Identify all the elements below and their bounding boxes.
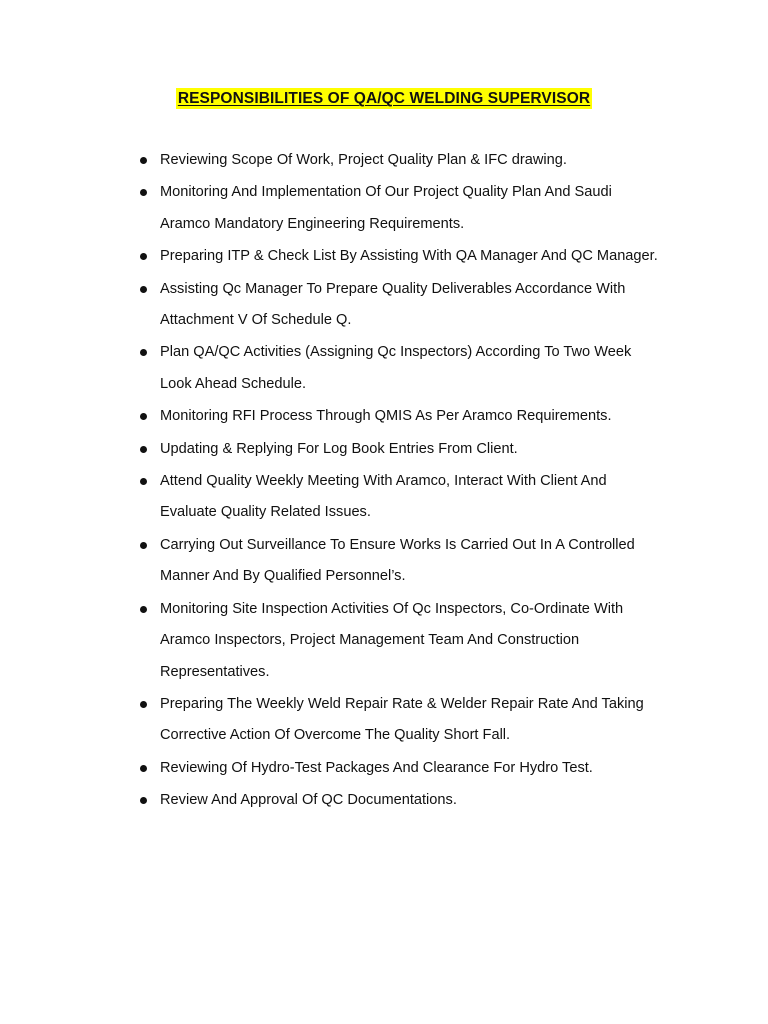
bullet-icon: [140, 701, 147, 708]
list-item-text: Preparing ITP & Check List By Assisting With QA Manager And QC Manager.: [160, 248, 658, 265]
list-item-text: Preparing The Weekly Weld Repair Rate & Welder Repair Rate And Taking Corrective Action Of Overcome The Quality Short Fall.: [160, 695, 644, 744]
bullet-icon: [140, 413, 147, 420]
list-item: [139, 401, 659, 432]
list-item: [139, 466, 659, 529]
bullet-icon: [140, 349, 147, 356]
list-item-text: Attend Quality Weekly Meeting With Aramco, Interact With Client And Evaluate Quality Related Issues.: [160, 473, 607, 521]
list-item: [139, 241, 659, 272]
bullet-icon: [140, 157, 147, 164]
bullet-icon: [140, 797, 147, 804]
list-item: [139, 337, 659, 400]
list-item: [139, 530, 659, 593]
bullet-icon: [140, 446, 147, 453]
list-item-text: Carrying Out Surveillance To Ensure Works Is Carried Out In A Controlled Manner And By Qualified Personnel’s.: [160, 536, 635, 585]
title-wrapper: [0, 88, 768, 109]
list-item-text: Updating & Replying For Log Book Entries From Client.: [160, 440, 518, 457]
list-item: [139, 594, 659, 688]
list-item-text: Monitoring RFI Process Through QMIS As Per Aramco Requirements.: [160, 408, 612, 425]
list-item: [139, 274, 659, 337]
list-item: [139, 785, 659, 816]
list-item-text: Assisting Qc Manager To Prepare Quality Deliverables Accordance With Attachment V Of Schedule Q.: [160, 280, 626, 329]
list-item-text: Monitoring Site Inspection Activities Of Qc Inspectors, Co-Ordinate With Aramco Inspectors, Project Management Team And Construction Representatives.: [160, 600, 624, 680]
list-item: [139, 434, 659, 465]
bullet-icon: [140, 542, 147, 549]
list-item: [139, 145, 659, 176]
list-item-text: Reviewing Scope Of Work, Project Quality Plan & IFC drawing.: [160, 152, 567, 168]
list-item-text: Monitoring And Implementation Of Our Project Quality Plan And Saudi Aramco Mandatory Engineering Requirements.: [160, 184, 612, 232]
list-item: [139, 689, 659, 752]
bullet-icon: [140, 253, 147, 260]
bullet-icon: [140, 286, 147, 293]
list-item-text: Reviewing Of Hydro-Test Packages And Clearance For Hydro Test.: [160, 759, 593, 776]
responsibilities-list: [139, 145, 659, 818]
document-title: RESPONSIBILITIES OF QA/QC WELDING SUPERVISOR: [177, 90, 591, 107]
bullet-icon: [140, 478, 147, 485]
list-item: [139, 753, 659, 784]
bullet-icon: [140, 189, 147, 196]
list-item: [139, 177, 659, 240]
list-item-text: Review And Approval Of QC Documentations.: [160, 792, 457, 809]
list-item-text: Plan QA/QC Activities (Assigning Qc Inspectors) According To Two Week Look Ahead Schedule.: [160, 344, 632, 392]
bullet-icon: [140, 765, 147, 772]
bullet-icon: [140, 606, 147, 613]
